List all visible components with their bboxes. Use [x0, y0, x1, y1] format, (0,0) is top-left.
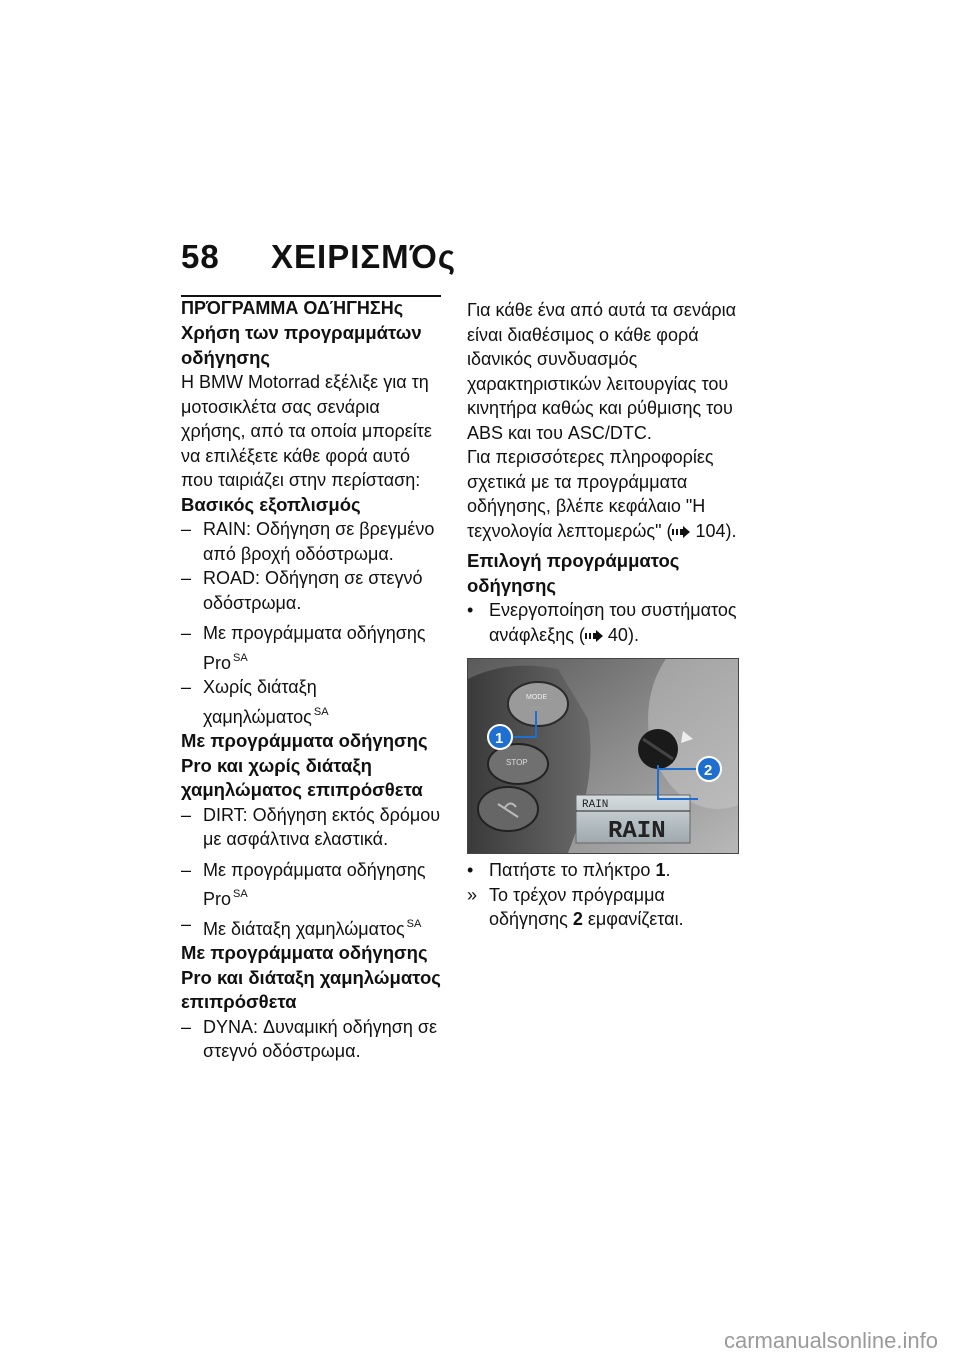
list-item: – DIRT: Οδήγηση εκτός δρόμου με ασφάλτινα ελαστικά. — [181, 804, 441, 849]
heading-pro-lowering: Με προγράμματα οδήγησης Pro και διάταξη χαμηλώματος επιπρόσθετα — [181, 942, 441, 1012]
dash-icon: – — [181, 859, 192, 880]
svg-text:RAIN: RAIN — [582, 799, 609, 811]
svg-text:2: 2 — [704, 762, 713, 779]
page-reference-arrow-icon — [672, 526, 690, 538]
section-rule — [181, 295, 441, 297]
condition-item: – Με διάταξη χαμηλώματος $^{SA}$ — [181, 913, 422, 939]
chapter-title: ΧΕΙΡΙΣΜΌς — [271, 238, 457, 275]
heading-select-mode: Επιλογή προγράμματος οδήγησης — [467, 550, 680, 596]
heading-basic-equipment: Βασικός εξοπλισμός — [181, 493, 361, 515]
svg-text:STOP: STOP — [506, 758, 528, 767]
result-item: » Το τρέχον πρόγραμμα οδήγησης 2 εμφανίζεται. — [467, 884, 684, 929]
watermark: carmanualsonline.info — [723, 1328, 938, 1353]
page-header — [181, 238, 456, 276]
result-chevron-icon: » — [467, 884, 478, 905]
precondition-item: • Ενεργοποίηση του συστήματος ανάφλεξης ( 40). — [467, 600, 737, 645]
dash-icon: – — [181, 519, 192, 539]
list-item: – RAIN: Οδήγηση σε βρεγμένο από βροχή οδόστρωμα. — [181, 519, 435, 564]
mode-button-figure — [467, 658, 739, 854]
svg-text:RAIN: RAIN — [608, 818, 666, 845]
sa-superscript: SA — [233, 651, 248, 664]
dash-icon: – — [181, 568, 192, 588]
right-column — [467, 298, 737, 647]
page-reference[interactable]: 40 — [607, 624, 628, 645]
heading-usage: Χρήση των προγραμμάτων οδήγησης — [181, 322, 422, 368]
svg-text:MODE: MODE — [526, 694, 547, 701]
sa-superscript: SA — [313, 705, 329, 718]
steps-after-figure — [467, 858, 737, 932]
sa-superscript: SA — [406, 917, 422, 930]
dash-icon: – — [181, 1016, 192, 1037]
page-reference[interactable]: 104 — [695, 520, 726, 541]
page-number: 58 — [181, 238, 220, 275]
list-item: – ROAD: Οδήγηση σε στεγνό οδόστρωμα. — [181, 568, 423, 613]
left-column — [181, 321, 445, 1064]
step-item: • Πατήστε το πλήκτρο 1. — [467, 858, 737, 883]
svg-text:1: 1 — [495, 730, 504, 747]
mode-button — [508, 682, 568, 726]
more-info-paragraph: Για περισσότερες πληροφορίες σχετικά με τα προγράμματα οδήγησης, βλέπε κεφάλαιο "Η τεχνολογία λεπτομερώς" ( 104). — [467, 447, 737, 541]
section-title: ΠΡΌΓΡΑΜΜΑ ΟΔΉΓΗΣΗς — [181, 298, 404, 318]
condition-item: – Με προγράμματα οδήγησης Pro $^{SA}$ — [181, 859, 426, 909]
condition-item: – Με προγράμματα οδήγησης Pro $^{SA}$ — [181, 623, 426, 673]
dash-icon: – — [181, 623, 192, 643]
handlebar-switch-illustration — [468, 659, 738, 853]
bullet-icon: • — [467, 860, 474, 880]
sa-superscript: SA — [233, 888, 248, 900]
scenario-paragraph: Για κάθε ένα από αυτά τα σενάρια είναι διαθέσιμος ο κάθε φορά ιδανικός συνδυασμός χαρακτηριστικών λειτουργίας του κινητήρα καθώς και ρύθμισης του ABS και του ASC/DTC. — [467, 300, 736, 443]
list-item: – DYNA: Δυναμική οδήγηση σε στεγνό οδόστρωμα. — [181, 1016, 437, 1061]
horn-button — [478, 787, 538, 831]
intro-paragraph: Η BMW Motorrad εξέλιξε για τη μοτοσικλέτα σας σενάρια χρήσης, από τα οποία μπορείτε να επιλέξετε κάθε φορά αυτό που ταιριάζει στην περίσταση: — [181, 372, 432, 490]
bullet-icon: • — [467, 600, 474, 620]
dash-icon: – — [181, 913, 192, 934]
dash-icon: – — [181, 677, 192, 697]
condition-item: – Χωρίς διάταξη χαμηλώματος $^{SA}$ — [181, 677, 329, 727]
dash-icon: – — [181, 804, 192, 825]
heading-pro-no-lowering: Με προγράμματα οδήγησης Pro και χωρίς διάταξη χαμηλώματος επιπρόσθετα — [181, 730, 428, 800]
page-reference-arrow-icon — [585, 630, 603, 642]
